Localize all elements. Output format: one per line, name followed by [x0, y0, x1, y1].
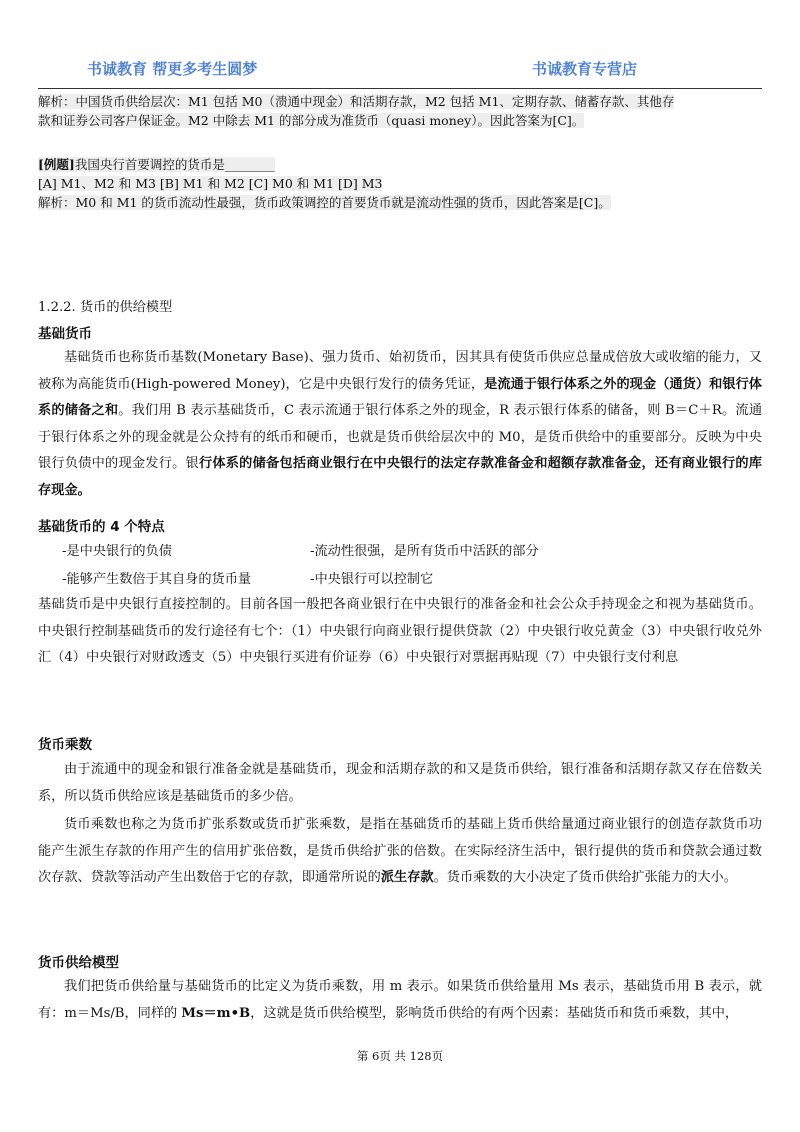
heading-supply-model: 货币供给模型	[38, 955, 119, 971]
example-options: [A] M1、M2 和 M3 [B] M1 和 M2 [C] M0 和 M1 [D] M3	[38, 176, 383, 191]
feature-3: -能够产生数倍于其自身的货币量	[62, 572, 252, 587]
example-analysis: 解析：M0 和 M1 的货币流动性最强，货币政策调控的首要货币就是流动性强的货币，因此答案是[C]。	[38, 195, 611, 210]
header-divider	[38, 88, 762, 89]
feature-4: -中央银行可以控制它	[310, 572, 434, 587]
supply-model-paragraph: 我们把货币供给量与基础货币的比定义为货币乘数，用 m 表示。如果货币供给量用 Ms 表示，基础货币用 B 表示，就有：m＝Ms/B，同样的 Ms＝m•B，这就是货币供给模型，影响货币供给的有两个因素：基础货币和货币乘数，其中，	[38, 979, 762, 1021]
multiplier-paragraph-2: 货币乘数也称之为货币扩张系数或货币扩张乘数，是指在基础货币的基础上货币供给量通过商业银行的创造存款货币功能产生派生存款的作用产生的信用扩张倍数，是货币供给扩张的倍数。在实际经济生活中，银行提供的货币和贷款会通过数次存款、贷款等活动产生出数倍于它的存款，即通常所说的派生存款。货币乘数的大小决定了货币供给扩张能力的大小。	[38, 817, 762, 885]
section-title: 1.2.2. 货币的供给模型	[38, 300, 173, 315]
heading-base-money: 基础货币	[38, 326, 92, 342]
example-tag: [例题]	[38, 157, 75, 172]
analysis-line-1: 解析：中国货币供给层次：M1 包括 M0（溃通中现金）和活期存款，M2 包括 M1、定期存款、储蓄存款、其他存	[38, 94, 675, 109]
heading-features: 基础货币的 4 个特点	[38, 519, 165, 535]
example-question: [例题]我国央行首要调控的货币是________	[38, 157, 275, 172]
page-number: 第 6页 共 128页	[356, 1049, 444, 1063]
analysis-line-2: 款和证券公司客户保证金。M2 中除去 M1 的部分成为准货币（quasi money）。因此答案为[C]。	[38, 113, 585, 128]
feature-2: -流动性很强，是所有货币中活跃的部分	[310, 544, 539, 559]
base-money-issuance-paragraph: 基础货币是中央银行直接控制的。目前各国一般把各商业银行在中央银行的准备金和社会公众手持现金之和视为基础货币。中央银行控制基础货币的发行途径有七个：（1）中央银行向商业银行提供贷款（2）中央银行收兑黄金（3）中央银行收兑外汇（4）中央银行对财政透支（5）中央银行买进有价证券（6）中央银行对票据再贴现（7）中央银行支付利息	[38, 597, 762, 665]
header-left-title: 书诚教育 帮更多考生圆梦	[87, 60, 258, 78]
base-money-paragraph: 基础货币也称货币基数(Monetary Base)、强力货币、始初货币，因其具有使货币供应总量成倍放大或收缩的能力，又被称为高能货币(High-powered Money)，它是中央银行发行的债务凭证，是流通于银行体系之外的现金（通货）和银行体系的储备之和。我们用 B 表示基础货币，C 表示流通于银行体系之外的现金，R 表示银行体系的储备，则 B＝C＋R。流通于银行体系之外的现金就是公众持有的纸币和硬币，也就是货币供给层次中的 M0，是货币供给中的重要部分。反映为中央银行负债中的现金发行。银行体系的储备包括商业银行在中央银行的法定存款准备金和超额存款准备金，还有商业银行的库存现金。	[38, 350, 763, 498]
feature-1: -是中央银行的负债	[62, 544, 172, 559]
heading-multiplier: 货币乘数	[38, 737, 92, 753]
multiplier-paragraph-1: 由于流通中的现金和银行准备金就是基础货币，现金和活期存款的和又是货币供给，银行准备和活期存款又存在倍数关系，所以货币供给应该是基础货币的多少倍。	[38, 762, 762, 804]
header-right-title: 书诚教育专营店	[532, 60, 638, 78]
